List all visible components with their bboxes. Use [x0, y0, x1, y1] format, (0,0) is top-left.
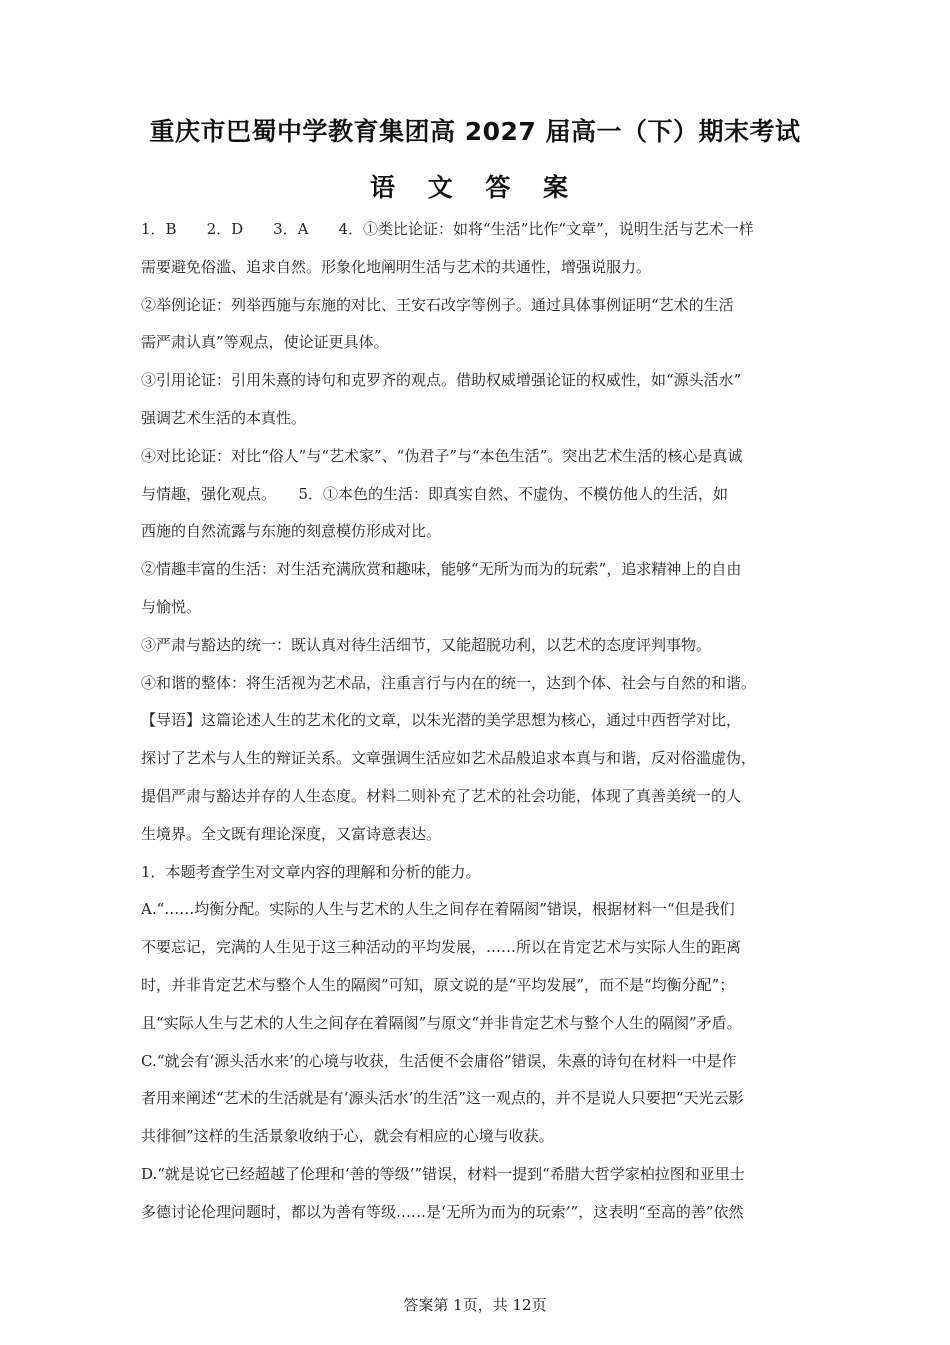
text-line: 与情趣，强化观点。 5．①本色的生活：即真实自然、不虚伪、不模仿他人的生活，如 [141, 484, 729, 503]
text-line: D.“就是说它已经超越了伦理和‘善的等级’”错误，材料一提到“希腊大哲学家柏拉图和亚里士 [141, 1164, 745, 1183]
text-line: 西施的自然流露与东施的刻意模仿形成对比。 [141, 522, 442, 541]
text-line: 【导语】这篇论述人生的艺术化的文章，以朱光潜的美学思想为核心，通过中西哲学对比， [141, 711, 742, 730]
text-line: 1．B 2．D 3．A 4．①类比论证：如将“生活”比作“文章”，说明生活与艺术一样 [141, 220, 754, 238]
text-line: 时，并非肯定艺术与整个人生的隔阂”可知，原文说的是“平均发展”，而不是“均衡分配”； [141, 975, 735, 994]
text-line: 提倡严肃与豁达并存的人生态度。材料二则补充了艺术的社会功能，体现了真善美统一的人 [141, 786, 742, 805]
page-footer: 答案第 1页，共 12页 [403, 1296, 547, 1314]
text-line: ②举例论证：列举西施与东施的对比、王安石改字等例子。通过具体事例证明“艺术的生活 [141, 295, 734, 314]
text-line: 多德讨论伦理问题时，都以为善有等级……是‘无所为而为的玩索’”，这表明“至高的善”依然 [141, 1202, 744, 1221]
text-line: 与愉悦。 [141, 597, 202, 616]
text-line: 不要忘记，完满的人生见于这三种活动的平均发展，……所以在肯定艺术与实际人生的距离 [141, 938, 742, 957]
text-line: 需严肃认真”等观点，使论证更具体。 [141, 333, 389, 352]
text-line: ④对比论证：对比“俗人”与“艺术家”、“伪君子”与“本色生活”。突出艺术生活的核心是真诚 [141, 446, 743, 465]
text-line: 1．本题考查学生对文章内容的理解和分析的能力。 [141, 862, 481, 881]
text-line: ③严肃与豁达的统一：既认真对待生活细节，又能超脱功利，以艺术的态度评判事物。 [141, 635, 712, 654]
text-line: ③引用论证：引用朱熹的诗句和克罗齐的观点。借助权威增强论证的权威性，如“源头活水” [141, 371, 742, 390]
answer-body [141, 211, 809, 1232]
text-line: 且“实际人生与艺术的人生之间存在着隔阂”与原文“并非肯定艺术与整个人生的隔阂”矛盾。 [141, 1013, 742, 1032]
text-line: 强调艺术生活的本真性。 [141, 408, 307, 427]
document-title: 重庆市巴蜀中学教育集团高 2027 届高一（下）期末考试 [149, 117, 801, 146]
text-line: 探讨了艺术与人生的辩证关系。文章强调生活应如艺术品般追求本真与和谐，反对俗滥虚伪， [141, 749, 757, 768]
text-line: 生境界。全文既有理论深度，又富诗意表达。 [141, 824, 442, 843]
document-subtitle: 语 文 答 案 [369, 173, 581, 202]
text-line: ④和谐的整体：将生活视为艺术品，注重言行与内在的统一，达到个体、社会与自然的和谐。 [141, 673, 757, 692]
text-line: ②情趣丰富的生活：对生活充满欣赏和趣味，能够“无所为而为的玩索”，追求精神上的自由 [141, 560, 742, 579]
text-line: 共徘徊”这样的生活景象收纳于心，就会有相应的心境与收获。 [141, 1127, 554, 1146]
text-line: 需要避免俗滥、追求自然。形象化地阐明生活与艺术的共通性，增强说服力。 [141, 257, 652, 276]
text-line: 者用来阐述“艺术的生活就是有‘源头活水’的生活”这一观点的，并不是说人只要把“天光云影 [141, 1089, 744, 1108]
text-line: C.“就会有‘源头活水来’的心境与收获，生活便不会庸俗”错误，朱熹的诗句在材料一中是作 [141, 1051, 737, 1070]
text-line: A.“……均衡分配。实际的人生与艺术的人生之间存在着隔阂”错误，根据材料一“但是我们 [141, 900, 735, 919]
